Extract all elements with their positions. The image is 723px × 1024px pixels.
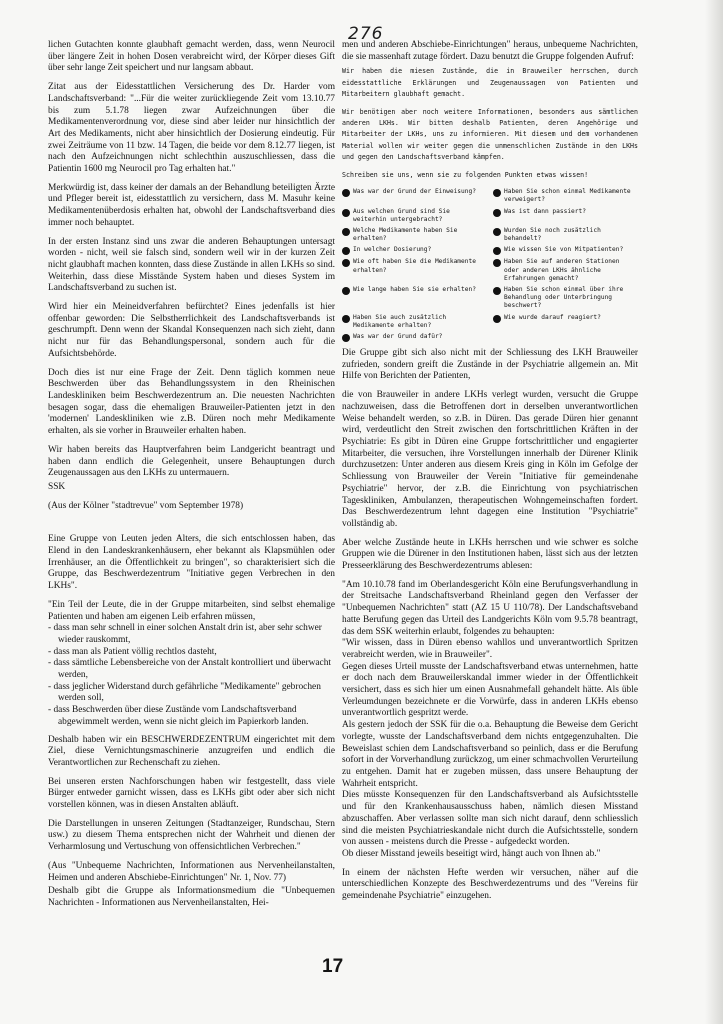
citation: (Aus "Unbequeme Nachrichten, Informationen aus Nervenheilanstalten, Heimen und anderen Abschiebe-Einrichtungen" Nr. 1, Nov. 77) [48, 860, 335, 883]
paragraph: Merkwürdig ist, dass keiner der damals an der Behandlung beteiligten Ärzte und Pfleger bereit ist, eidesstattlich zu versichern, dass M. Masuhr keine Medikamentenüberdosis erhalten hat, obwohl der Landschaftsverband dies immer noch behauptet. [48, 182, 335, 228]
question-text: Wie lange haben Sie sie erhalten? [353, 286, 476, 294]
handwritten-page-number: 276 [348, 24, 384, 44]
paragraph: Deshalb haben wir ein BESCHWERDEZENTRUM eingerichtet mit dem Ziel, diese Vernichtungsmaschinerie anzugreifen und endlich die Verantwortlichen zur Rechenschaft zu ziehen. [48, 734, 335, 768]
question-text: Aus welchen Grund sind Sie weiterhin untergebracht? [353, 207, 450, 223]
paragraph: Ob dieser Misstand jeweils beseitigt wird, hängt auch von Ihnen ab." [342, 848, 601, 859]
question-item [493, 208, 638, 224]
bullet-dot-icon [493, 189, 501, 197]
question-text: Wie wurde darauf reagiert? [504, 313, 601, 321]
paragraph: Als gestern jedoch der SSK für die o.a. Behauptung die Beweise dem Gericht vorlegte, wusste der Landschaftsverband dem nichts entgegenzuhalten. Die Beweislast schien dem Landschaftsverband so peinlich, dass er die Berufung sofort in der Vorverhandlung zurückzog, um einer schmachvollen Verurteilung zu entgehen. Damit hat er zugeben müssen, dass unsere Behauptung der Wahrheit entspricht. [342, 720, 638, 789]
bullet-dot-icon [342, 287, 350, 295]
list-item: - dass jeglicher Widerstand durch gefährliche "Medikamente" gebrochen werden soll, [48, 681, 321, 704]
paragraph: Doch dies ist nur eine Frage der Zeit. Denn täglich kommen neue Beschwerden über das Behandlungssystem in den Rheinischen Landeskliniken beim Beschwerdezentrum an. Die neuesten Nachrichten besagen sogar, dass die ehemaligen Brauweiler-Patienten jetzt in den 'modernen' Landeskliniken wie z.B. Düren noch mehr Medikamente erhalten, als sie vorher in Brauweiler erhalten haben. [48, 367, 335, 437]
list-item: - dass sämtliche Lebensbereiche von der Anstalt kontrolliert und überwacht werden, [48, 658, 331, 681]
question-item [493, 286, 638, 311]
bullet-dot-icon [493, 315, 501, 323]
right-column [342, 40, 638, 910]
question-text: Haben Sie schon einmal Medikamente verweigert? [504, 188, 631, 204]
question-text: Was war der Grund der Einweisung? [353, 188, 476, 196]
bullet-dot-icon [493, 287, 501, 295]
paragraph: Zitat aus der Eidesstattlichen Versicherung des Dr. Harder vom Landschaftsverband: "...Für die weiter zurückliegende Zeit vom 13.10.77 bis zum 5.1.78 liegen zwar Aufzeichnungen über die Medikamentenverordnung vor, diese sind aber leider nur hinsichtlich der Art des Medikaments, nicht aber hinsichtlich der Dosierung eindeutig. Für zwei Zeiträume von 11 bzw. 14 Tagen, die beide vor dem 8.12.77 liegen, ist nach den Aufzeichnungen nicht schlechthin auszuschliessen, dass die Patientin 1600 mg Neurocil pro Tag erhalten hat." [48, 82, 335, 175]
author-signature: SSK [48, 481, 66, 492]
typed-appeal-heading: Schreiben sie uns, wenn sie zu folgenden Punkten etwas wissen! [342, 171, 589, 180]
question-item [493, 258, 638, 283]
paragraph: Dies müsste Konsequenzen für den Landschaftsverband als Aufsichtsstelle und für den Krankenhausausschuss haben, nämlich diesen Misstand abzuschaffen. Aber verlassen sollte man sich nicht darauf, denn schliesslich sind die meisten Psychiatrieskandale nicht durch die Aufsichtsstelle, sondern von aussen - meistens durch die Presse - aufgedeckt worden. [342, 790, 638, 848]
bullet-dot-icon [493, 247, 501, 255]
question-text: Wie oft haben Sie die Medikamente erhalten? [353, 258, 476, 274]
question-item [342, 286, 487, 311]
page-number: 17 [322, 956, 344, 977]
list-item: - dass man sehr schnell in einer solchen Anstalt drin ist, aber sehr schwer wieder rauskommt, [48, 623, 322, 645]
source-note: (Aus der Kölner "stadtrevue" vom September 1978) [48, 500, 244, 511]
paragraph: die von Brauweiler in andere LKHs verlegt wurden, versucht die Gruppe nachzuweisen, dass die Betroffenen dort in derselben unverantwortlichen Weise behandelt werden, so z.B. in Düren. Das gerade Düren hier genannt wird, verdeutlicht den Streit zwischen den fortschrittlichen Kräften in der Psychiatrie: Es gibt in Düren eine Gruppe fortschrittlicher und engagierter Mitarbeiter, die versuchen, ihre Vorstellungen innerhalb der Dürener Klinik durchzusetzen: Unter anderen aus diesem Kreis ging in Köln im Gefolge der Schliessung von Brauweiler der Verein "Initiative für gemeindenahe Psychiatrie" hervor, der z.B. die Einrichtung von psychiatrischen Tageskliniken, Ambulanzen, therapeutischen Wohngemeinschaften fordert. Das Beschwerdezentrum lehnt dagegen eine Institution "Psychiatrie" vollständig ab. [342, 390, 638, 529]
question-item [493, 246, 638, 255]
paragraph: Deshalb gibt die Gruppe als Informationsmedium die "Unbequemen Nachrichten - Informationen aus Nervenheilanstalten, Hei- [48, 886, 335, 908]
bullet-dot-icon [342, 247, 350, 255]
question-item [493, 227, 638, 243]
paragraph: Gegen dieses Urteil musste der Landschaftsverband etwas unternehmen, hatte er doch nach dem Brauweilerskandal immer wieder in der Öffentlichkeit versichert, dass es sich hier um einen Ausnahmefall gehandelt hätte. Als üble Verleumdungen bezeichnete er die Vorwürfe, dass in anderen LKHs ebenso unverantwortlich gespritzt werde. [342, 661, 638, 719]
bullet-dot-icon [493, 209, 501, 217]
paragraph: men und anderen Abschiebe-Einrichtungen" heraus, unbequeme Nachrichten, die sie massenhaft zutage fördert. Dazu benutzt die Gruppe folgenden Aufruf: [342, 40, 638, 62]
paragraph: Wird hier ein Meineidverfahren befürchtet? Eines jedenfalls ist hier offenbar geworden: Die Selbstherrlichkeit des Landschaftsverbands ist geschrumpft. Denn wenn der Skandal Konsequenzen nach sich zieht, dann nicht nur für das Behandlungspersonal, sondern auch für die Aufsichtsbehörde. [48, 302, 335, 359]
question-item [342, 246, 487, 255]
question-text: Wie wissen Sie von Mitpatienten? [504, 246, 624, 254]
question-item [342, 258, 487, 283]
question-text: Haben Sie auch zusätzlich Medikamente erhalten? [353, 313, 447, 329]
bullet-dot-icon [342, 315, 350, 323]
bullet-dot-icon [342, 228, 350, 236]
question-text: Haben Sie auf anderen Stationen oder anderen LKHs ähnliche Erfahrungen gemacht? [504, 258, 620, 282]
question-text: Wurden Sie noch zusätzlich behandelt? [504, 227, 601, 243]
paragraph: In der ersten Instanz sind uns zwar die anderen Behauptungen untersagt worden - nicht, weil sie falsch sind, sondern weil wir in der kurzen Zeit nicht glaubhaft machen konnten, dass diese Zustände in allen LKHs so sind. Weiterhin, dass diese Misstände System haben und dieses System im Landschaftsverband zu suchen ist. [48, 236, 335, 294]
bullet-dot-icon [342, 334, 350, 342]
list-item: - dass man als Patient völlig rechtlos dasteht, [48, 646, 217, 657]
question-text: Haben Sie schon einmal über ihre Behandlung oder Unterbringung beschwert? [504, 286, 624, 310]
paragraph: Bei unseren ersten Nachforschungen haben wir festgestellt, dass viele Bürger entweder garnicht wissen, dass es LKHs gibt oder aber sich nicht vorstellen können, was in diesen Anstalten abläuft. [48, 776, 335, 811]
paragraph: Die Gruppe gibt sich also nicht mit der Schliessung des LKH Brauweiler zufrieden, sondern greift die Zustände in der Psychiatrie allgemein an. Mit Hilfe von Berichten der Patienten, [342, 348, 638, 382]
bullet-dot-icon [342, 189, 350, 197]
bullet-dot-icon [342, 209, 350, 217]
question-list [342, 188, 638, 342]
paragraph: In einem der nächsten Hefte werden wir versuchen, näher auf die unterschiedlichen Konzepte des Beschwerdezentrums und des "Vereins für gemeindenahe Psychiatrie" einzugehen. [342, 867, 638, 902]
paragraph: "Am 10.10.78 fand im Oberlandesgericht Köln eine Berufungsverhandlung in der Streitsache Landschaftsverband Rheinland gegen den Verfasser der "Unbequemen Nachrichten" statt (AZ 15 U 110/78). Der Landschaftsveband hatte Berufung gegen das Urteil des Landgerichts Köln vom 9.5.78 beantragt, das dem SSK weiterhin erlaubt, folgendes zu behaupten: [342, 579, 638, 637]
bullet-dot-icon [493, 259, 501, 267]
question-item [493, 314, 638, 330]
question-item [342, 314, 487, 330]
paragraph: Aber welche Zustände heute in LKHs herrschen und wie schwer es solche Gruppen wie die Dürener in den Institutionen haben, lässt sich aus der letzten Presseerklärung des Beschwerdezentrums ablesen: [342, 537, 638, 572]
left-column [48, 40, 335, 917]
paragraph: "Wir wissen, dass in Düren ebenso wahllos und unverantwortlich Spritzen verabreicht werden, wie in Brauweiler". [342, 638, 638, 660]
question-text: Was ist dann passiert? [504, 207, 586, 215]
typed-appeal-text: Wir benötigen aber noch weitere Informationen, besonders aus sämtlichen anderen LKHs. Wir bitten deshalb Patienten, deren Angehörige und Mitarbeiter der LKHs, uns zu informieren. Mit diesem und dem vorhandenen Material wollen wir weiter gegen die unmenschlichen Zustände in den LKHs und gegen den Landschaftsverband kämpfen. [342, 108, 638, 161]
paragraph: Eine Gruppe von Leuten jeden Alters, die sich entschlossen haben, das Elend in den Landeskrankenhäusern, eher bekannt als Klapsmühlen oder Irrenhäuser, an die Öffentlichkeit zu bringen", so charakterisiert sich die Gruppe, das Beschwerdezentrum "Initiative gegen Verbrechen in den LKHs". [48, 534, 335, 592]
bullet-dot-icon [493, 228, 501, 236]
typed-appeal-text: Wir haben die miesen Zustände, die in Brauweiler herrschen, durch eidesstattliche Erklärungen und Zeugenaussagen von Patienten und Mitarbeitern glaubhaft gemacht. [342, 67, 638, 98]
list-item: - dass Beschwerden über diese Zustände vom Landschaftsverband abgewimmelt werden, wenn sie nicht gleich im Papierkorb landen. [48, 705, 309, 727]
question-text: In welcher Dosierung? [353, 246, 432, 254]
question-item [342, 227, 487, 243]
paragraph: lichen Gutachten konnte glaubhaft gemacht werden, dass, wenn Neurocil über längere Zeit in hohen Dosen verabreicht wird, der Körper dieses Gift über sehr lange Zeit speichert und nur langsam abbaut. [48, 40, 335, 74]
question-text: Welche Medikamente haben Sie erhalten? [353, 227, 458, 243]
paragraph: Die Darstellungen in unseren Zeitungen (Stadtanzeiger, Rundschau, Stern usw.) zu diesem Thema entsprechen nicht der Wahrheit und dienen der Verharmlosung und Vertuschung von offensichtlichen Verbrechen." [48, 818, 335, 853]
bullet-dot-icon [342, 259, 350, 267]
question-item [342, 333, 487, 342]
paragraph: Wir haben bereits das Hauptverfahren beim Landgericht beantragt und haben dann endlich die Gelegenheit, unsere Behauptungen durch Zeugenaussagen aus den LKHs zu untermauern. [48, 444, 335, 479]
paragraph: "Ein Teil der Leute, die in der Gruppe mitarbeiten, sind selbst ehemalige Patienten und haben am eigenen Leib erfahren müssen, [48, 599, 335, 622]
question-text: Was war der Grund dafür? [353, 333, 443, 341]
page-edge-shadow [705, 0, 723, 1024]
bullet-list [48, 623, 335, 728]
question-item [342, 208, 487, 224]
question-item [493, 188, 638, 204]
question-item [342, 188, 487, 204]
